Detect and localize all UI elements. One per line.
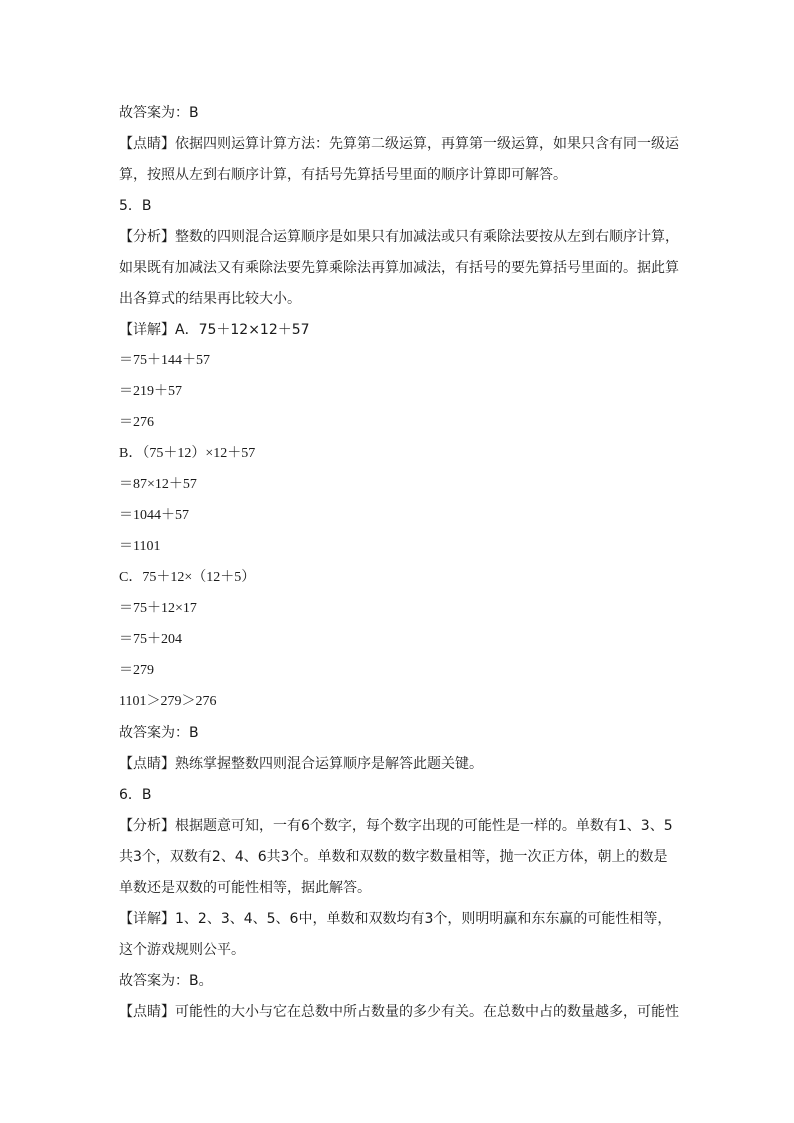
calculation-step: ＝75＋12×17 xyxy=(119,601,197,616)
calculation-step: ＝1044＋57 xyxy=(119,508,189,523)
question-number: 6．B xyxy=(119,787,152,803)
tip-paragraph-line: 【点睛】可能性的大小与它在总数中所占数量的多少有关。在总数中占的数量越多，可能性 xyxy=(119,1004,679,1020)
analysis-paragraph-line: 如果既有加减法又有乘除法要先算乘除法再算加减法，有括号的要先算括号里面的。据此算 xyxy=(119,260,679,276)
detail-line: 【详解】1、2、3、4、5、6中，单数和双数均有3个，则明明赢和东东赢的可能性相等， xyxy=(119,911,672,927)
tip-paragraph-line: 算，按照从左到右顺序计算，有括号先算括号里面的顺序计算即可解答。 xyxy=(119,167,567,183)
detail-line: 这个游戏规则公平。 xyxy=(119,942,245,958)
tip-paragraph-line: 【点睛】依据四则运算计算方法：先算第二级运算，再算第一级运算，如果只含有同一级运 xyxy=(119,136,679,152)
answer-line: 故答案为：B xyxy=(119,725,199,741)
calculation-option: C．75＋12×（12＋5） xyxy=(119,570,256,585)
tip-paragraph-line: 【点睛】熟练掌握整数四则混合运算顺序是解答此题关键。 xyxy=(119,756,483,772)
calculation-step: ＝75＋204 xyxy=(119,632,182,647)
calculation-step: ＝1101 xyxy=(119,539,161,554)
analysis-paragraph-line: 共3个，双数有2、4、6共3个。单数和双数的数字数量相等，抛一次正方体，朝上的数是 xyxy=(119,849,668,865)
analysis-paragraph-line: 【分析】根据题意可知，一有6个数字，每个数字出现的可能性是一样的。单数有1、3、5 xyxy=(119,818,673,834)
answer-line: 故答案为：B xyxy=(119,105,199,121)
analysis-paragraph-line: 出各算式的结果再比较大小。 xyxy=(119,291,301,307)
answer-line: 故答案为：B。 xyxy=(119,973,213,989)
comparison-line: 1101＞279＞276 xyxy=(119,694,217,709)
calculation-step: ＝219＋57 xyxy=(119,384,182,399)
analysis-paragraph-line: 单数还是双数的可能性相等，据此解答。 xyxy=(119,880,371,896)
calculation-step: ＝87×12＋57 xyxy=(119,477,197,492)
question-number: 5．B xyxy=(119,198,152,214)
detail-line: 【详解】A．75＋12×12＋57 xyxy=(119,322,310,338)
calculation-step: ＝279 xyxy=(119,663,154,678)
analysis-paragraph-line: 【分析】整数的四则混合运算顺序是如果只有加减法或只有乘除法要按从左到右顺序计算， xyxy=(119,229,679,245)
calculation-option: B．（75＋12）×12＋57 xyxy=(119,446,256,461)
calculation-step: ＝276 xyxy=(119,415,154,430)
calculation-step: ＝75＋144＋57 xyxy=(119,353,210,368)
